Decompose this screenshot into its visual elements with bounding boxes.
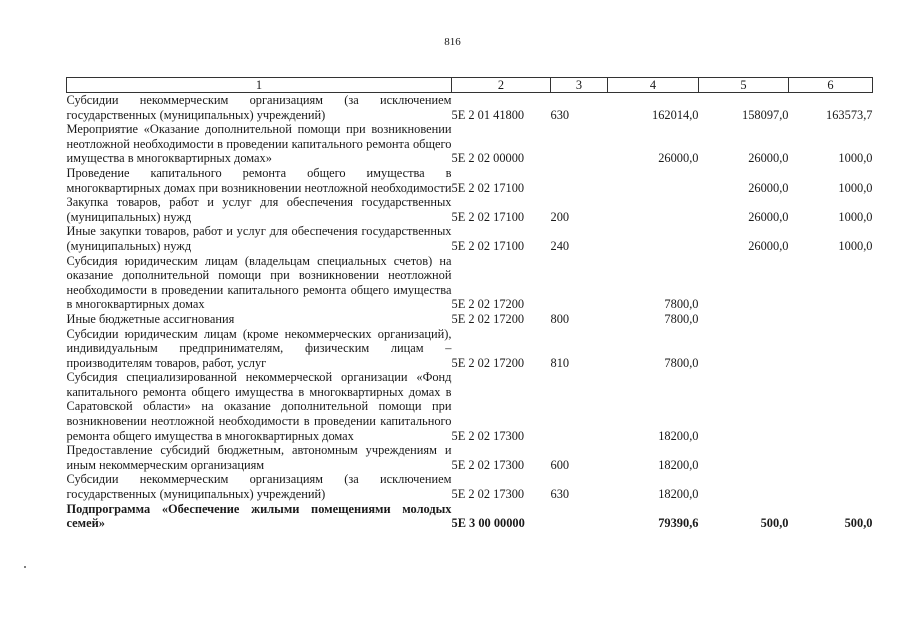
row-value-3 [789,327,873,371]
row-value-3: 1000,0 [838,238,873,253]
row-expense-type: 600 [550,457,570,472]
row-name: Подпрограмма «Обеспечение жилыми помещениями молодых семей» [66,501,452,531]
row-expense-type [551,254,608,312]
row-name: Субсидии юридическим лицам (кроме некоммерческих организаций), индивидуальным предпринимателям, физическим лицам – производителям товаров, работ, услуг [66,326,452,370]
table-row [67,93,873,123]
row-expense-type: 800 [550,311,570,326]
row-value-3 [789,254,873,312]
table-row [67,195,873,224]
row-code: 5Е 2 02 17300 [451,487,525,502]
column-header-year1: 4 [608,78,699,93]
row-name: Предоставление субсидий бюджетным, автономным учреждениям и иным некоммерческим организациям [66,443,452,472]
row-code: 5Е 2 02 17100 [451,238,525,253]
column-header-name: 1 [67,78,452,93]
row-value-2: 158097,0 [742,107,789,122]
row-name: Субсидии некоммерческим организациям (за исключением государственных (муниципальных) учреждений) [66,93,452,122]
header-row [67,78,873,93]
scan-speck [24,566,26,568]
row-value-1: 7800,0 [664,311,699,326]
table-row [67,224,873,253]
row-value-1: 7800,0 [664,355,699,370]
row-value-3: 1000,0 [838,151,873,166]
table-row [67,472,873,501]
row-value-3: 500,0 [844,516,873,531]
row-value-1 [608,195,699,224]
row-value-2 [699,312,789,327]
row-value-3 [789,472,873,501]
row-code: 5Е 2 02 00000 [451,151,525,166]
row-value-2: 500,0 [760,516,789,531]
table-row [67,443,873,472]
column-header-code: 2 [452,78,551,93]
row-code: 5Е 2 02 17100 [451,209,525,224]
row-value-1: 26000,0 [658,151,699,166]
row-name: Закупка товаров, работ и услуг для обеспечения государственных (муниципальных) нужд [66,195,452,224]
row-value-3 [789,370,873,443]
table-row [67,370,873,443]
row-expense-type: 240 [550,238,570,253]
row-value-2: 26000,0 [748,151,789,166]
row-value-2: 26000,0 [748,180,789,195]
row-name: Субсидии некоммерческим организациям (за исключением государственных (муниципальных) учреждений) [66,472,452,502]
table-row [67,254,873,312]
row-value-2 [699,443,789,472]
row-value-3 [789,312,873,327]
row-value-1: 79390,6 [658,516,699,531]
row-value-1 [608,166,699,195]
row-value-2: 26000,0 [748,209,789,224]
row-expense-type: 810 [550,355,570,370]
row-value-1: 18200,0 [658,457,699,472]
row-value-1 [608,224,699,253]
column-header-year2: 5 [699,78,789,93]
row-value-3: 1000,0 [838,180,873,195]
table-row [67,166,873,195]
row-name: Субсидия специализированной некоммерческой организации «Фонд капитального ремонта общего имущества в многоквартирных домах в Саратовской области» на оказание дополнительной помощи при возникновении неотложной необходимости в проведении капитального ремонта общего имущества в многоквартирных домах [66,370,452,443]
row-value-1: 162014,0 [652,107,699,122]
row-value-1: 18200,0 [658,428,699,443]
table-row [67,312,873,327]
row-code: 5Е 2 01 41800 [451,107,525,122]
row-name: Проведение капитального ремонта общего имущества в многоквартирных домах при возникновении неотложной необходимости [66,165,452,195]
row-value-3: 1000,0 [838,209,873,224]
row-code: 5Е 2 02 17200 [451,355,525,370]
row-code: 5Е 2 02 17300 [451,457,525,472]
table-row [67,327,873,371]
row-value-1: 18200,0 [658,487,699,502]
row-name: Субсидия юридическим лицам (владельцам специальных счетов) на оказание дополнительной помощи при возникновении неотложной необходимости в проведении капитального ремонта общего имущества в многоквартирных домах [66,253,452,312]
row-code: 5Е 2 02 17100 [451,180,525,195]
row-code: 5Е 2 02 17200 [451,297,525,312]
row-expense-type [551,370,608,443]
row-code: 5Е 3 00 00000 [451,516,525,531]
row-value-1: 7800,0 [664,297,699,312]
row-value-2 [699,254,789,312]
budget-table [66,77,873,531]
column-header-year3: 6 [789,78,873,93]
row-value-3 [789,443,873,472]
row-expense-type [551,122,608,166]
row-expense-type [551,166,608,195]
row-expense-type: 200 [550,209,570,224]
table-row [67,122,873,166]
page-number: 816 [444,36,461,48]
row-value-3: 163573,7 [826,107,873,122]
row-value-2: 26000,0 [748,238,789,253]
row-expense-type: 630 [550,107,570,122]
row-value-2 [699,472,789,501]
row-name: Иные бюджетные ассигнования [66,311,235,326]
row-code: 5Е 2 02 17300 [451,428,525,443]
row-value-2 [699,327,789,371]
row-code: 5Е 2 02 17200 [451,311,525,326]
row-name: Мероприятие «Оказание дополнительной помощи при возникновении неотложной необходимости в проведении капитального ремонта общего имущества в многоквартирных домах» [66,122,452,166]
row-expense-type [551,502,608,531]
column-header-type: 3 [551,78,608,93]
subprogram-row [67,502,873,531]
row-value-2 [699,370,789,443]
row-name: Иные закупки товаров, работ и услуг для обеспечения государственных (муниципальных) нужд [66,224,452,253]
row-expense-type: 630 [550,487,570,502]
